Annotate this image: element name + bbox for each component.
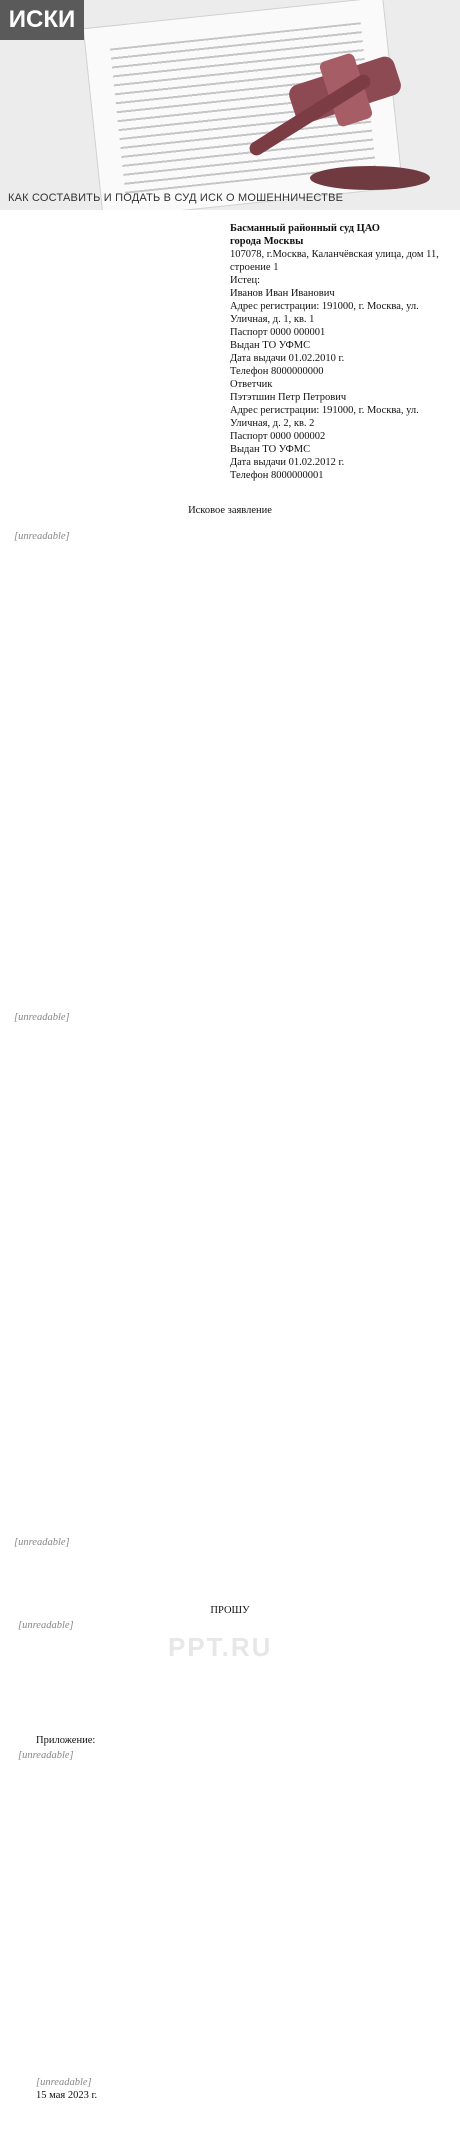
claims-list [18, 1619, 460, 1632]
signature-block [36, 2076, 97, 2102]
defendant-name: Пэтэтшин Петр Петрович [230, 392, 347, 403]
defendant-issue-date: Дата выдачи 01.02.2012 г. [230, 457, 345, 468]
defendant-label: Ответчик [230, 379, 273, 390]
list-item: [unreadable] [18, 1620, 74, 1631]
plaintiff-label: Истец: [230, 275, 261, 286]
plaintiff-passport: Паспорт 0000 000001 [230, 327, 326, 338]
defendant-phone: Телефон 8000000001 [230, 470, 324, 481]
plaintiff-issue-date: Дата выдачи 01.02.2010 г. [230, 353, 345, 364]
defendant-passport: Паспорт 0000 000002 [230, 431, 326, 442]
signature-line: [unreadable] [36, 2077, 92, 2088]
attachments-heading: Приложение: [36, 1735, 96, 1746]
court-name: Басманный районный суд ЦАО [230, 223, 380, 234]
plaintiff-phone: Телефон 8000000000 [230, 366, 324, 377]
article-caption: КАК СОСТАВИТЬ И ПОДАТЬ В СУД ИСК О МОШЕННИЧЕСТВЕ [8, 192, 344, 204]
attachments-list [18, 1749, 460, 1762]
body-paragraph-2: [unreadable] [14, 1012, 70, 1023]
court-address: 107078, г.Москва, Каланчёвская улица, дом 11, строение 1 [230, 249, 439, 273]
document-title: Исковое заявление [188, 505, 272, 516]
list-item: [unreadable] [18, 1750, 74, 1761]
body-paragraph-3: [unreadable] [14, 1537, 70, 1548]
defendant-address: Адрес регистрации: 191000, г. Москва, ул. Уличная, д. 2, кв. 2 [230, 405, 419, 429]
watermark: PPT.RU [168, 1632, 273, 1662]
plaintiff-name: Иванов Иван Иванович [230, 288, 335, 299]
court-city: города Москвы [230, 236, 304, 247]
body-paragraph-1: [unreadable] [14, 531, 70, 542]
defendant-issued: Выдан ТО УФМС [230, 444, 311, 455]
document-date: 15 мая 2023 г. [36, 2090, 98, 2101]
plaintiff-issued: Выдан ТО УФМС [230, 340, 311, 351]
gavel-icon [220, 38, 450, 198]
section-title: ИСКИ [0, 0, 84, 40]
hero-banner [0, 0, 460, 210]
request-heading: ПРОШУ [210, 1605, 250, 1616]
court-header [230, 222, 448, 482]
plaintiff-address: Адрес регистрации: 191000, г. Москва, ул. Уличная, д. 1, кв. 1 [230, 301, 419, 325]
